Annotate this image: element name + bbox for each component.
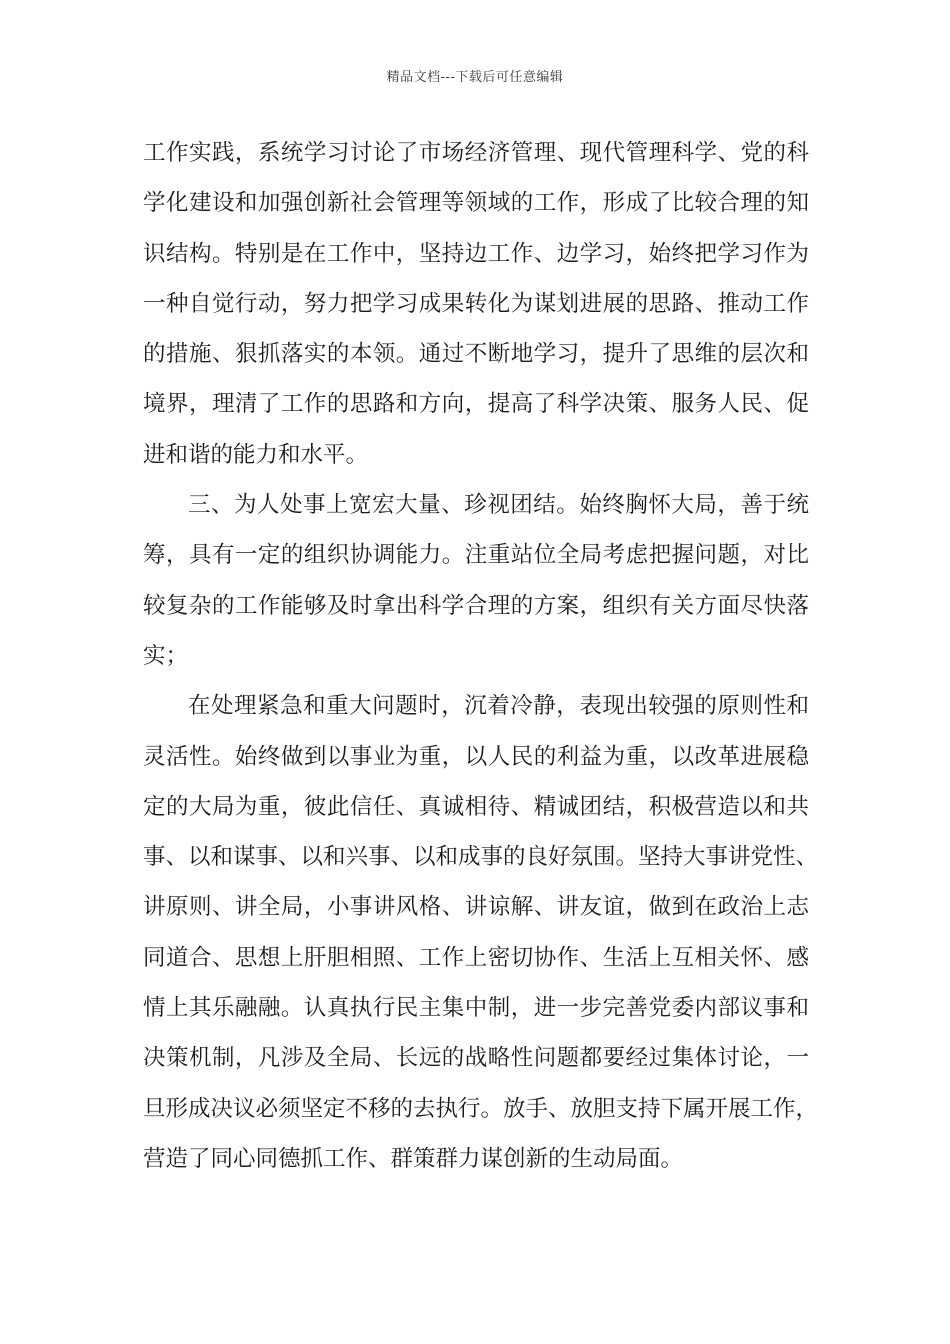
text-line: 营造了同心同德抓工作、群策群力谋创新的生动局面。 bbox=[143, 1145, 684, 1172]
text-line: 识结构。特别是在工作中，坚持边工作、边学习，始终把学习作为 bbox=[143, 240, 809, 267]
text-line: 境界，理清了工作的思路和方向，提高了科学决策、服务人民、促 bbox=[143, 391, 809, 418]
text-line: 讲原则、讲全局，小事讲风格、讲谅解、讲友谊，做到在政治上志 bbox=[143, 894, 809, 921]
text-line: 实； bbox=[143, 642, 189, 669]
text-line: 事、以和谋事、以和兴事、以和成事的良好氛围。坚持大事讲党性、 bbox=[143, 844, 819, 871]
text-line: 同道合、思想上肝胆相照、工作上密切协作、生活上互相关怀、感 bbox=[143, 944, 809, 971]
text-line: 进和谐的能力和水平。 bbox=[143, 441, 369, 468]
page-header: 精品文档---下载后可任意编辑 bbox=[386, 70, 564, 85]
text-line: 定的大局为重，彼此信任、真诚相待、精诚团结，积极营造以和共 bbox=[143, 793, 809, 820]
text-line: 灵活性。始终做到以事业为重，以人民的利益为重，以改革进展稳 bbox=[143, 743, 809, 770]
text-line: 筹，具有一定的组织协调能力。注重站位全局考虑把握问题，对比 bbox=[143, 542, 809, 569]
text-line: 学化建设和加强创新社会管理等领域的工作，形成了比较合理的知 bbox=[143, 190, 809, 217]
text-line: 决策机制，凡涉及全局、长远的战略性问题都要经过集体讨论，一 bbox=[143, 1045, 809, 1072]
body-text bbox=[143, 128, 819, 1184]
text-line: 一种自觉行动，努力把学习成果转化为谋划进展的思路、推动工作 bbox=[143, 290, 809, 317]
text-line: 工作实践，系统学习讨论了市场经济管理、现代管理科学、党的科 bbox=[143, 140, 809, 166]
text-line: 的措施、狠抓落实的本领。通过不断地学习，提升了思维的层次和 bbox=[143, 341, 809, 368]
text-line: 三、为人处事上宽宏大量、珍视团结。始终胸怀大局，善于统 bbox=[188, 492, 809, 519]
text-line: 情上其乐融融。认真执行民主集中制，进一步完善党委内部议事和 bbox=[143, 995, 809, 1022]
text-line: 旦形成决议必须坚定不移的去执行。放手、放胆支持下属开展工作， bbox=[143, 1095, 819, 1122]
text-line: 较复杂的工作能够及时拿出科学合理的方案，组织有关方面尽快落 bbox=[143, 592, 809, 619]
text-line: 在处理紧急和重大问题时，沉着冷静，表现出较强的原则性和 bbox=[188, 693, 809, 720]
